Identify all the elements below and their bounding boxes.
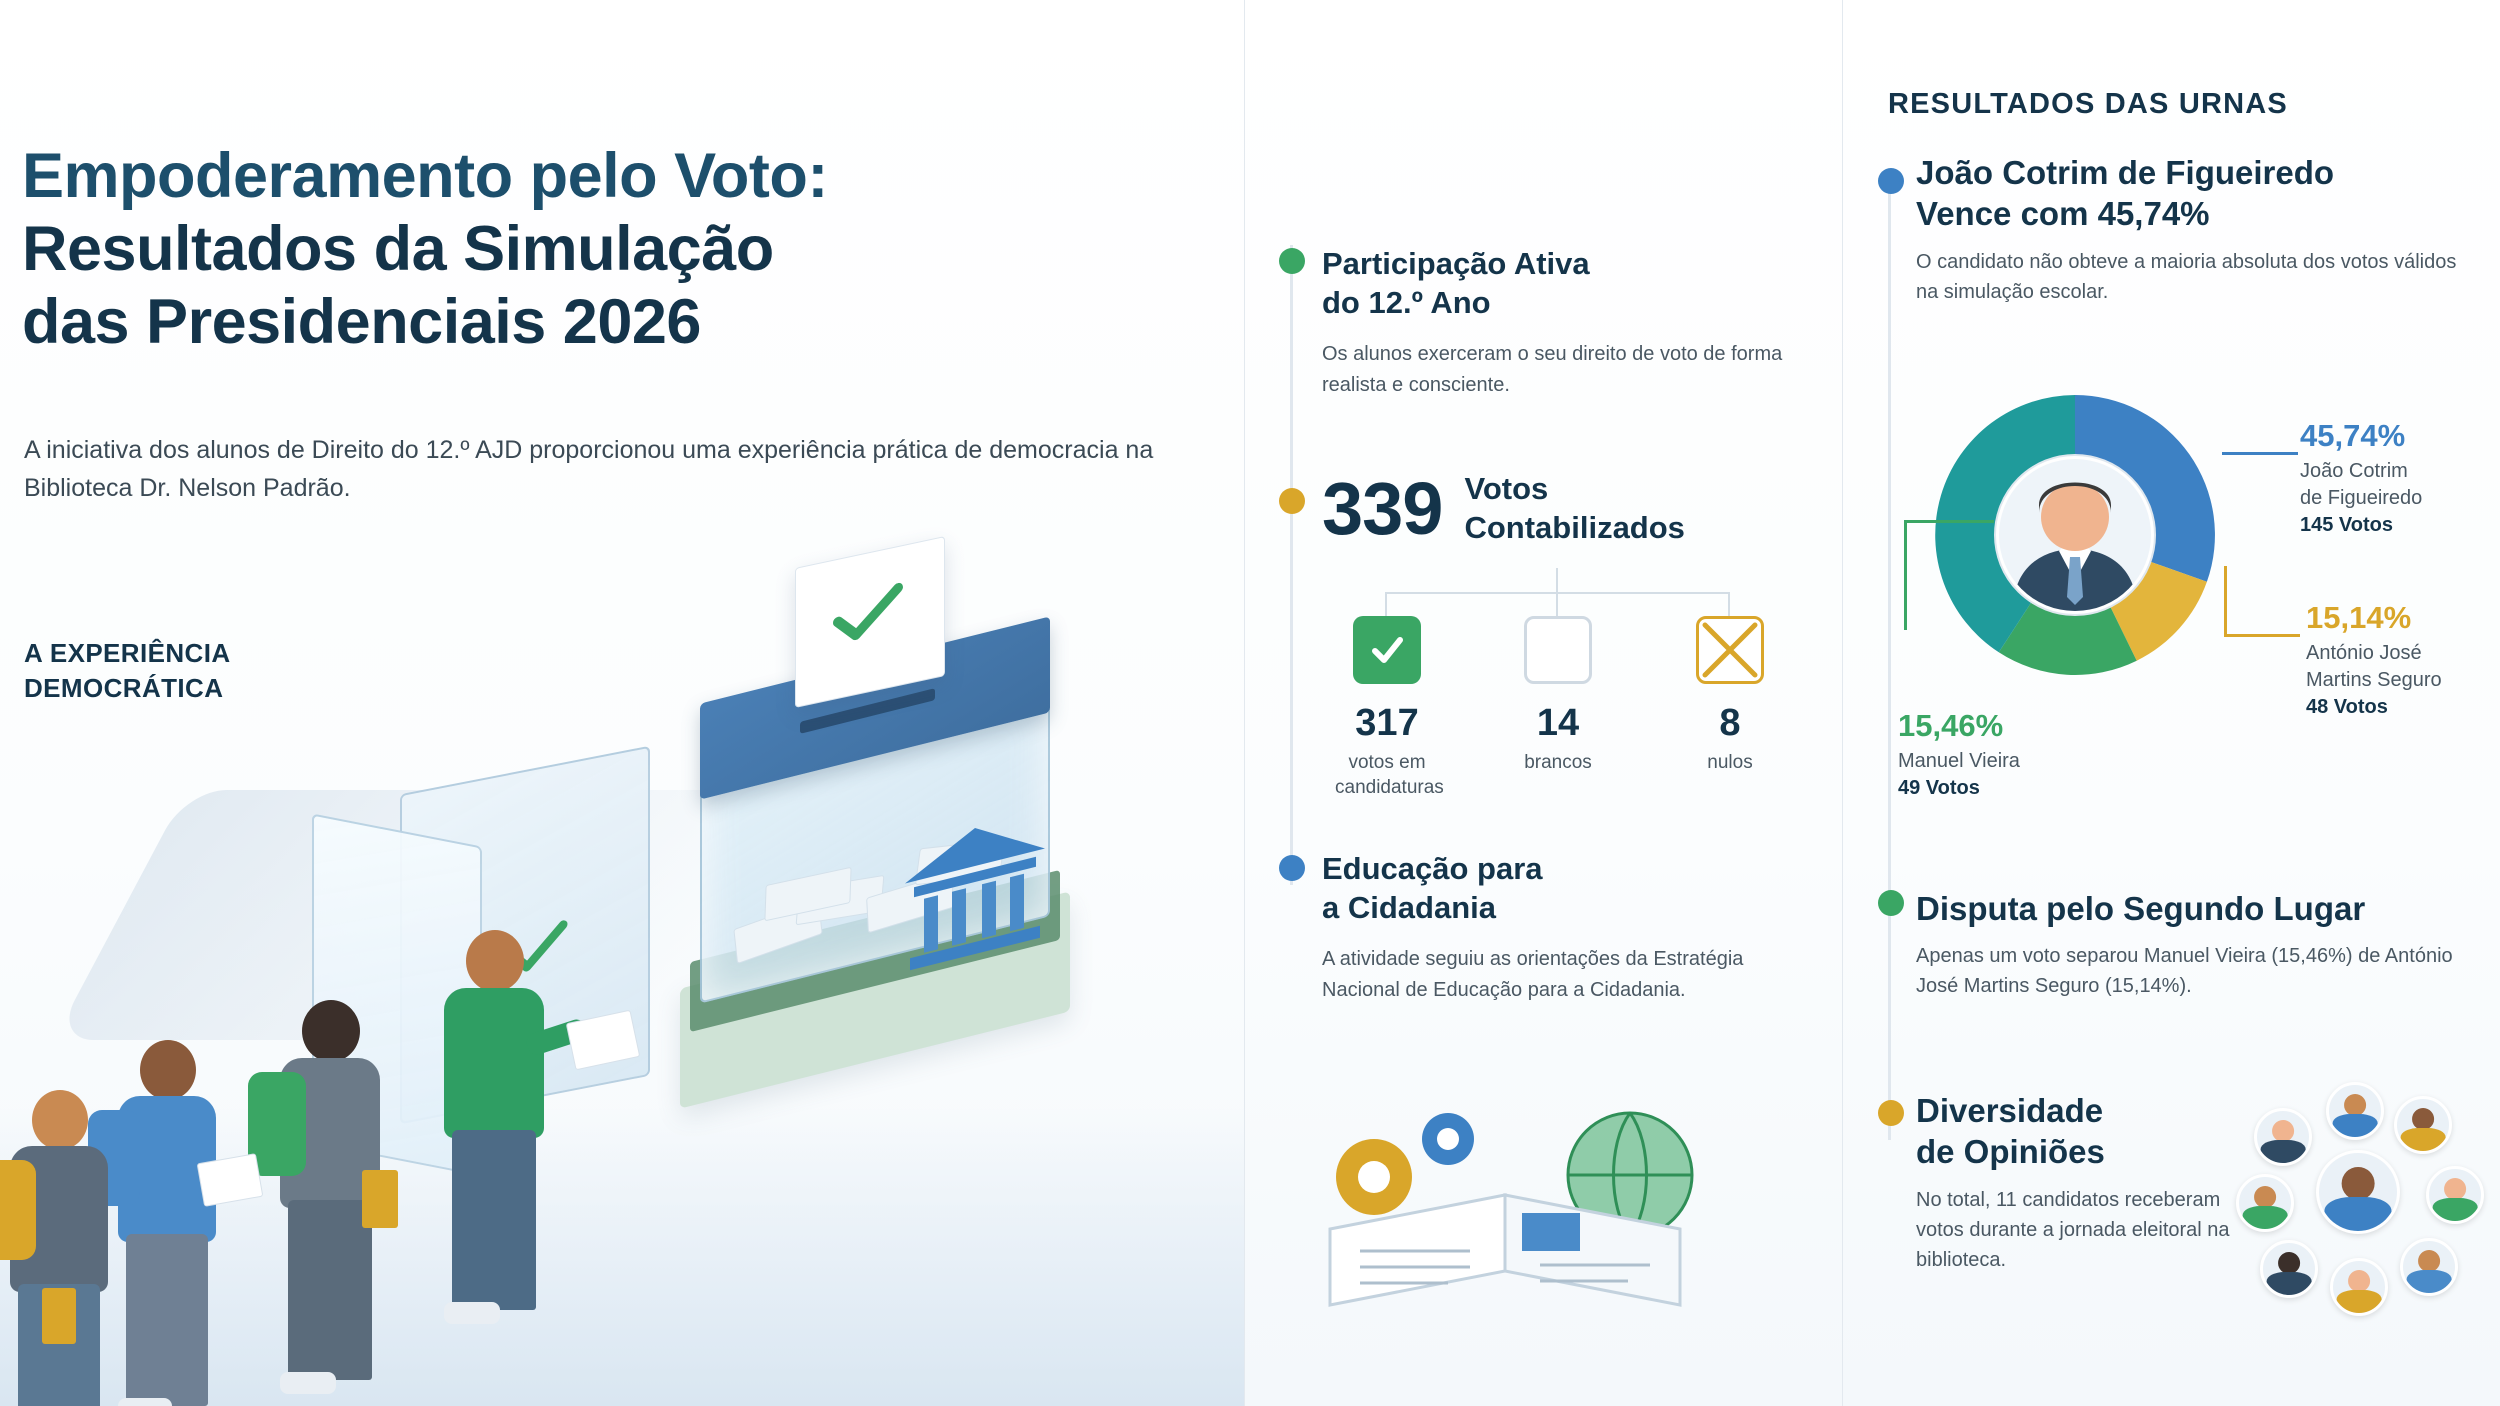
- voting-illustration: [0, 530, 1244, 1406]
- student-4-book: [42, 1288, 76, 1344]
- block-educacao-cidadania: [1322, 850, 1792, 1006]
- breakdown-label-candidaturas: [1335, 751, 1444, 800]
- candidate-avatar: [2394, 1096, 2452, 1154]
- page-subtitle: A iniciativa dos alunos de Direito do 12.º AJD proporcionou uma experiência prática de democracia na Biblioteca Dr. Nelson Padrão.: [24, 436, 1154, 502]
- experience-label-line2: DEMOCRÁTICA: [24, 673, 224, 704]
- bullet-dot-diversity: [1878, 1100, 1904, 1126]
- block-participacao-heading-line2: do 12.º Ano: [1322, 284, 1491, 320]
- votes-total-label-line2: Contabilizados: [1464, 509, 1685, 545]
- callout-vieira-name: [1898, 748, 2108, 802]
- block-educacao-body: A atividade seguiu as orientações da Estratégia Nacional de Educação para a Cidadania.: [1322, 947, 1744, 1001]
- breakdown-item-nulos: [1678, 616, 1782, 776]
- breakdown-connector-stem-2: [1556, 592, 1558, 616]
- breakdown-connector-top: [1556, 568, 1558, 592]
- breakdown-count-candidaturas: 317: [1355, 702, 1419, 744]
- block-participacao-ativa: [1322, 245, 1792, 401]
- winner-body: O candidato não obteve a maioria absoluta dos votos válidos na simulação escolar.: [1916, 250, 2457, 303]
- page-title-line1: Empoderamento pelo Voto:: [22, 141, 828, 211]
- candidate-avatar: [2326, 1082, 2384, 1140]
- callout-winner-pct: 45,74%: [2300, 418, 2406, 453]
- votes-total-label: [1464, 470, 1684, 548]
- breakdown-label-candidaturas-line2: candidaturas: [1335, 776, 1444, 798]
- ballot-check-icon: [832, 582, 904, 645]
- breakdown-connector-stem-1: [1385, 592, 1387, 616]
- diversity-body: No total, 11 candidatos receberam votos durante a jornada eleitoral na biblioteca.: [1916, 1188, 2230, 1271]
- left-column: [0, 0, 1244, 1406]
- student-2: [258, 1000, 408, 1406]
- student-1-legs: [452, 1130, 536, 1310]
- callout-seguro-name-line2: Martins Seguro: [2306, 669, 2442, 691]
- callout-line-seguro-h: [2224, 634, 2300, 637]
- block-winner: [1916, 152, 2476, 307]
- check-icon: [1353, 616, 1421, 684]
- second-place-heading: Disputa pelo Segundo Lugar: [1916, 890, 2366, 927]
- callout-line-seguro-v: [2224, 566, 2227, 636]
- page-title-line2: Resultados da Simulação: [22, 214, 774, 285]
- bullet-dot-educacao: [1279, 855, 1305, 881]
- callout-line-vieira-h: [1904, 520, 1994, 523]
- blank-square-icon: [1524, 616, 1592, 684]
- winner-heading: [1916, 152, 2476, 235]
- student-4: [0, 1090, 134, 1406]
- bullet-dot-votos: [1279, 488, 1305, 514]
- callout-seguro-votes: 48 Votos: [2306, 696, 2388, 718]
- candidate-avatar: [2260, 1240, 2318, 1298]
- breakdown-item-brancos: [1506, 616, 1610, 776]
- diversity-heading-line1: Diversidade: [1916, 1092, 2104, 1129]
- student-4-backpack: [0, 1160, 36, 1260]
- breakdown-count-nulos: 8: [1719, 702, 1741, 744]
- candidates-avatar-cluster: [2230, 1082, 2490, 1322]
- callout-winner-name-line2: de Figueiredo: [2300, 487, 2423, 509]
- callout-winner: [2300, 418, 2500, 539]
- breakdown-connector-stem-3: [1728, 592, 1730, 616]
- callout-vieira-pct: 15,46%: [1898, 708, 2004, 743]
- results-donut-chart: [1890, 370, 2260, 700]
- candidate-avatar-center: [2316, 1150, 2400, 1234]
- callout-seguro: [2306, 600, 2500, 721]
- callout-vieira: [1898, 708, 2108, 802]
- student-1: [420, 930, 570, 1350]
- callout-vieira-votes: 49 Votos: [1898, 777, 1980, 799]
- breakdown-count-brancos: 14: [1536, 702, 1580, 744]
- winner-heading-line1: João Cotrim de Figueiredo: [1916, 154, 2335, 191]
- callout-winner-name: [2300, 458, 2500, 539]
- candidate-avatar: [2254, 1108, 2312, 1166]
- middle-timeline: [1290, 245, 1293, 885]
- block-educacao-heading: [1322, 850, 1792, 928]
- votes-total-label-line1: Votos: [1464, 471, 1549, 506]
- callout-seguro-name: [2306, 640, 2500, 721]
- block-votos-contabilizados: [1322, 466, 1792, 550]
- block-educacao-heading-line2: a Cidadania: [1322, 889, 1496, 925]
- student-2-legs: [288, 1200, 372, 1380]
- callout-line-winner: [2222, 452, 2298, 455]
- second-place-body: Apenas um voto separou Manuel Vieira (15,46%) de António José Martins Seguro (15,14%).: [1916, 945, 2453, 998]
- block-second-place: [1916, 888, 2476, 1001]
- student-1-body: [444, 988, 544, 1138]
- block-participacao-heading: [1322, 245, 1792, 323]
- student-1-head: [466, 930, 524, 992]
- block-educacao-heading-line1: Educação para: [1322, 851, 1543, 886]
- callout-seguro-name-line1: António José: [2306, 642, 2422, 664]
- block-participacao-body: Os alunos exerceram o seu direito de voto de forma realista e consciente.: [1322, 342, 1783, 396]
- diversity-heading: [1916, 1090, 2256, 1173]
- candidate-avatar: [2236, 1174, 2294, 1232]
- student-4-head: [32, 1090, 88, 1150]
- bullet-dot-participacao: [1279, 248, 1305, 274]
- candidate-avatar: [2426, 1166, 2484, 1224]
- block-participacao-heading-line1: Participação Ativa: [1322, 246, 1590, 281]
- results-section-title: RESULTADOS DAS URNAS: [1888, 88, 2288, 120]
- callout-line-vieira-v: [1904, 520, 1907, 630]
- bullet-dot-second-place: [1878, 890, 1904, 916]
- student-2-shoe: [280, 1372, 336, 1394]
- student-3-head: [140, 1040, 196, 1100]
- candidate-avatar: [2330, 1258, 2388, 1316]
- experience-label-line1: A EXPERIÊNCIA: [24, 638, 231, 668]
- breakdown-label-brancos: brancos: [1524, 752, 1592, 773]
- breakdown-label-candidaturas-line1: votos em: [1348, 752, 1426, 773]
- education-illustration: [1300, 1065, 1720, 1335]
- diversity-heading-line2: de Opiniões: [1916, 1133, 2105, 1171]
- callout-winner-votes: 145 Votos: [2300, 514, 2393, 536]
- student-2-book: [362, 1170, 398, 1228]
- breakdown-item-candidaturas: [1335, 616, 1444, 800]
- votes-total-number: 339: [1322, 466, 1443, 550]
- callout-seguro-pct: 15,14%: [2306, 600, 2412, 635]
- candidate-avatar: [2400, 1238, 2458, 1296]
- student-2-head: [302, 1000, 360, 1062]
- breakdown-label-nulos: nulos: [1707, 752, 1753, 773]
- cross-out-icon: [1696, 616, 1764, 684]
- winner-heading-line2: Vence com 45,74%: [1916, 195, 2210, 233]
- callout-winner-name-line1: João Cotrim: [2300, 460, 2408, 482]
- page-title: [22, 140, 1202, 359]
- student-3-legs: [126, 1234, 208, 1406]
- block-diversity: [1916, 1090, 2256, 1275]
- callout-vieira-name-line1: Manuel Vieira: [1898, 750, 2020, 772]
- student-1-shoe: [444, 1302, 500, 1324]
- bullet-dot-winner: [1878, 168, 1904, 194]
- page-title-line3: das Presidenciais 2026: [22, 287, 701, 358]
